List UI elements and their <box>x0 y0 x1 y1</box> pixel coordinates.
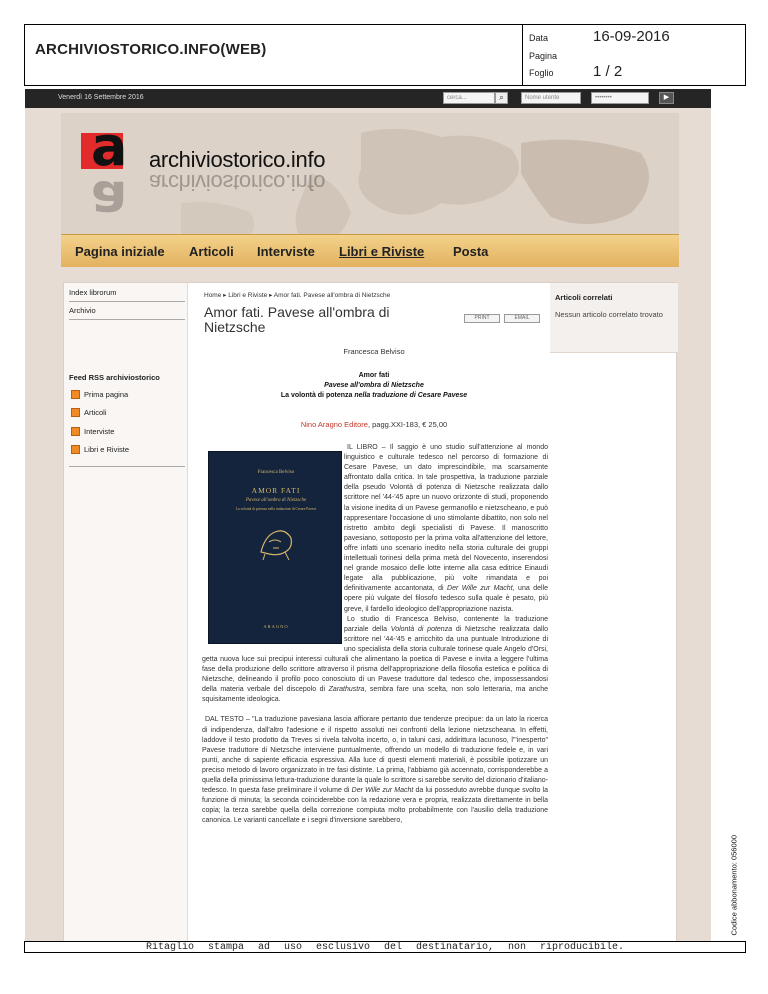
breadcrumb-current: Amor fati. Pavese all'ombra di Nietzsche <box>273 292 391 299</box>
publisher-line <box>198 420 550 429</box>
book-cover-image <box>208 451 342 644</box>
left-sidebar <box>64 283 188 941</box>
clipping-sheet-value: 1 / 2 <box>593 63 623 80</box>
clipping-source-box <box>25 25 523 85</box>
cover-lion-emblem-icon <box>255 522 297 562</box>
rss-icon <box>71 390 80 399</box>
nav-interviews[interactable]: Interviste <box>257 244 315 259</box>
search-button[interactable] <box>495 92 508 104</box>
cover-publisher: ARAGNO <box>263 624 289 629</box>
rss-item-interviste[interactable]: Interviste <box>71 427 114 436</box>
login-button[interactable] <box>659 92 674 104</box>
breadcrumb-separator-icon: ▸ <box>269 292 274 299</box>
rss-item-articoli[interactable]: Articoli <box>71 408 107 417</box>
top-bar <box>25 89 711 108</box>
nav-home[interactable]: Pagina iniziale <box>75 244 165 259</box>
clipping-source: ARCHIVIOSTORICO.INFO(WEB) <box>35 41 267 58</box>
rss-item-libri-riviste[interactable]: Libri e Riviste <box>71 445 129 454</box>
paragraph-studio: Lo studio di Francesca Belviso, contenente la traduzione parziale della Volontà di potenza di Nietzsche realizzata dallo scrittore nel '44-'45 e arricchito da una puntuale Introduzione di uno specialista della storia culturale torinese quale Angelo d'Orsi, getta nuova luce sui precipui interessi culturali che alimentano la poetica di Pavese e invita a leggere l'ultima fase della produzione dello scrittore attraverso il prisma dell'appropriazione della filosofia estetica e politica di Nietzsche, delineando il profilo poco conosciuto di un Pavese traduttore dal tedesco che, impossessandosi della materia verbale del discepolo di Zarathustra, sembra fare una scelta, non solo letteraria, ma anche squisitamente ideologica. <box>202 615 548 704</box>
clipping-date-row <box>523 25 745 45</box>
subscription-code-text: Codice abbonamento: 056000 <box>729 835 739 936</box>
cover-author: Francesca Belviso <box>257 470 295 475</box>
sidebar-item-archivio[interactable]: Archivio <box>69 306 185 320</box>
rss-item-prima-pagina[interactable]: Prima pagina <box>71 390 128 399</box>
cover-title: AMOR FATI <box>251 486 301 495</box>
content-area <box>63 282 677 941</box>
related-box <box>550 283 678 353</box>
rss-icon <box>71 445 80 454</box>
rss-heading: Feed RSS archiviostorico <box>69 373 160 382</box>
breadcrumb-section[interactable]: Libri e Riviste <box>228 292 268 299</box>
main-nav <box>61 234 679 267</box>
rss-icon <box>71 408 80 417</box>
email-button[interactable]: EMAIL <box>504 314 540 323</box>
site-name-reflection: archiviostorico.info <box>149 170 326 195</box>
rss-icon <box>71 427 80 436</box>
nav-articles[interactable]: Articoli <box>189 244 234 259</box>
related-heading: Articoli correlati <box>555 293 613 302</box>
paragraph-testo: DAL TESTO – "La traduzione pavesiana lascia affiorare pertanto due tendenze precipue: da un lato la ricerca di indipendenza, dall'altro l'adesione e il rispetto assoluti nei confronti della lezione nietzscheana. In effetti, laddove il testo prodotto da Treves si rivela talvolta incerto, o, in taluni casi, addirittura lacunoso, l'"inesperto" Pavese traduttore di Nietzsche interviene puntualmente, offrendo un modello di traduzione fedele e, in vari punti, anche di sapiente efficacia espressiva. Alla luce di questi elementi materiali, è possibile ipotizzare un preciso metodo di lavoro organizzato in tre fasi distinte. La prima, l'abbiamo già accennato, corrisponderebbe a quella della primissima lettura-traduzione durante la quale lo scrittore si sarebbe servito del dizionario d'italiano-tedesco. In questa fase preliminare il volume di Der Wille zur Macht da lui posseduto avrebbe dunque svolto la funzione di minuta; la seconda coinciderebbe con la redazione vera e propria, realizzata direttamente in bella copia; la terza sarebbe quella della correzione compiuta molto probabilmente con l'ausilio della traduzione canonica. Le varianti cancellate e i segni d'inversione sarebbero, <box>202 716 548 825</box>
play-arrow-icon: ▶ <box>663 94 670 101</box>
breadcrumb-home[interactable]: Home <box>204 292 222 299</box>
clipping-sheet-label: Foglio <box>529 68 554 78</box>
breadcrumb-separator-icon: ▸ <box>223 292 229 299</box>
clipping-footer-notice: Ritaglio stampa ad uso esclusivo del destinatario, non riproducibile. <box>145 942 625 953</box>
clipping-date-value: 16-09-2016 <box>593 28 670 45</box>
username-input[interactable]: Nome utente <box>521 92 581 104</box>
subscription-code <box>719 786 743 941</box>
related-articles <box>550 283 678 941</box>
nav-mail[interactable]: Posta <box>453 244 489 259</box>
clipping-footer <box>24 941 746 953</box>
search-icon: ⌕ <box>499 93 504 102</box>
cover-subtitle: Pavese all'ombra di Nietzsche <box>245 498 307 503</box>
password-input[interactable]: •••••••• <box>591 92 649 104</box>
book-info <box>198 371 550 401</box>
clipping-page-label: Pagina <box>529 51 558 61</box>
article-main <box>198 283 550 941</box>
paragraph-libro: IL LIBRO – Il saggio è uno studio sull'attenzione al mondo linguistico e culturale tedesco nel percorso di formazione di Cesare Pavese, un dato imprescindibile, ma scarsamente affrontato dalla critica. In tale prospettiva, la traduzione parziale della pseudo Volontà di potenza di Nietzsche realizzata dallo scrittore nel '44-'45 apre un nuovo orizzonte di studi, proponendo la visione inedita di un Pavese germanofilo e nietzscheano, e può rappresentare l'occasione di uno stimolante dibattito, non solo nel ristretto ambito degli specialisti di Pavese. Il manoscritto pavesiano, sottoposto per la prima volta all'attenzione del lettore, offre infatti uno scenario inedito nella storia culturale dei gruppi intellettuali torinesi della prima metà del Novecento, inserendosi nel grande mosaico delle lotte interne alla casa editrice Einaudi legate alla pubblicazione, più volte rimandata e poi definitivamente accantonata, di Der Wille zur Macht, una delle opere più vulgate del filosofo tedesco sulla quale è pesato, più greve, il fardello ideologico dell'appropriazione nazista. <box>344 444 548 613</box>
cover-subtitle-2: La volontà di potenza nella traduzione di Cesare Pavese <box>235 507 317 511</box>
clipping-header <box>24 24 746 86</box>
site-name[interactable]: archiviostorico.info <box>149 147 326 172</box>
article-title: Amor fati. Pavese all'ombra di Nietzsche <box>204 304 390 335</box>
current-date: Venerdì 16 Settembre 2016 <box>58 94 144 101</box>
publisher-details: , pagg.XXI-183, € 25,00 <box>367 420 448 429</box>
publisher-link[interactable]: Nino Aragno Editore <box>300 420 368 429</box>
book-subtitle: Pavese all'ombra di Nietzsche <box>324 382 424 389</box>
clipping-page-row <box>523 45 745 65</box>
logo-letter: a <box>91 115 128 178</box>
breadcrumb <box>204 291 390 299</box>
clipping-sheet-row <box>523 65 745 85</box>
related-empty-text: Nessun articolo correlato trovato <box>555 310 663 319</box>
logo-letter-reflection: a <box>91 169 128 232</box>
search-input[interactable]: cerca... <box>443 92 495 104</box>
clipping-meta <box>523 25 745 85</box>
book-title: Amor fati <box>358 372 390 379</box>
sidebar-divider <box>69 466 185 467</box>
clipping-date-label: Data <box>529 33 549 43</box>
nav-books[interactable]: Libri e Riviste <box>339 244 425 259</box>
article-author: Francesca Belviso <box>343 347 405 356</box>
website <box>25 89 711 941</box>
print-button[interactable]: PRINT <box>464 314 500 323</box>
sidebar-item-index-librorum[interactable]: Index librorum <box>69 288 185 302</box>
book-subtitle-2: La volontà di potenza nella traduzione di Cesare Pavese <box>280 392 468 399</box>
